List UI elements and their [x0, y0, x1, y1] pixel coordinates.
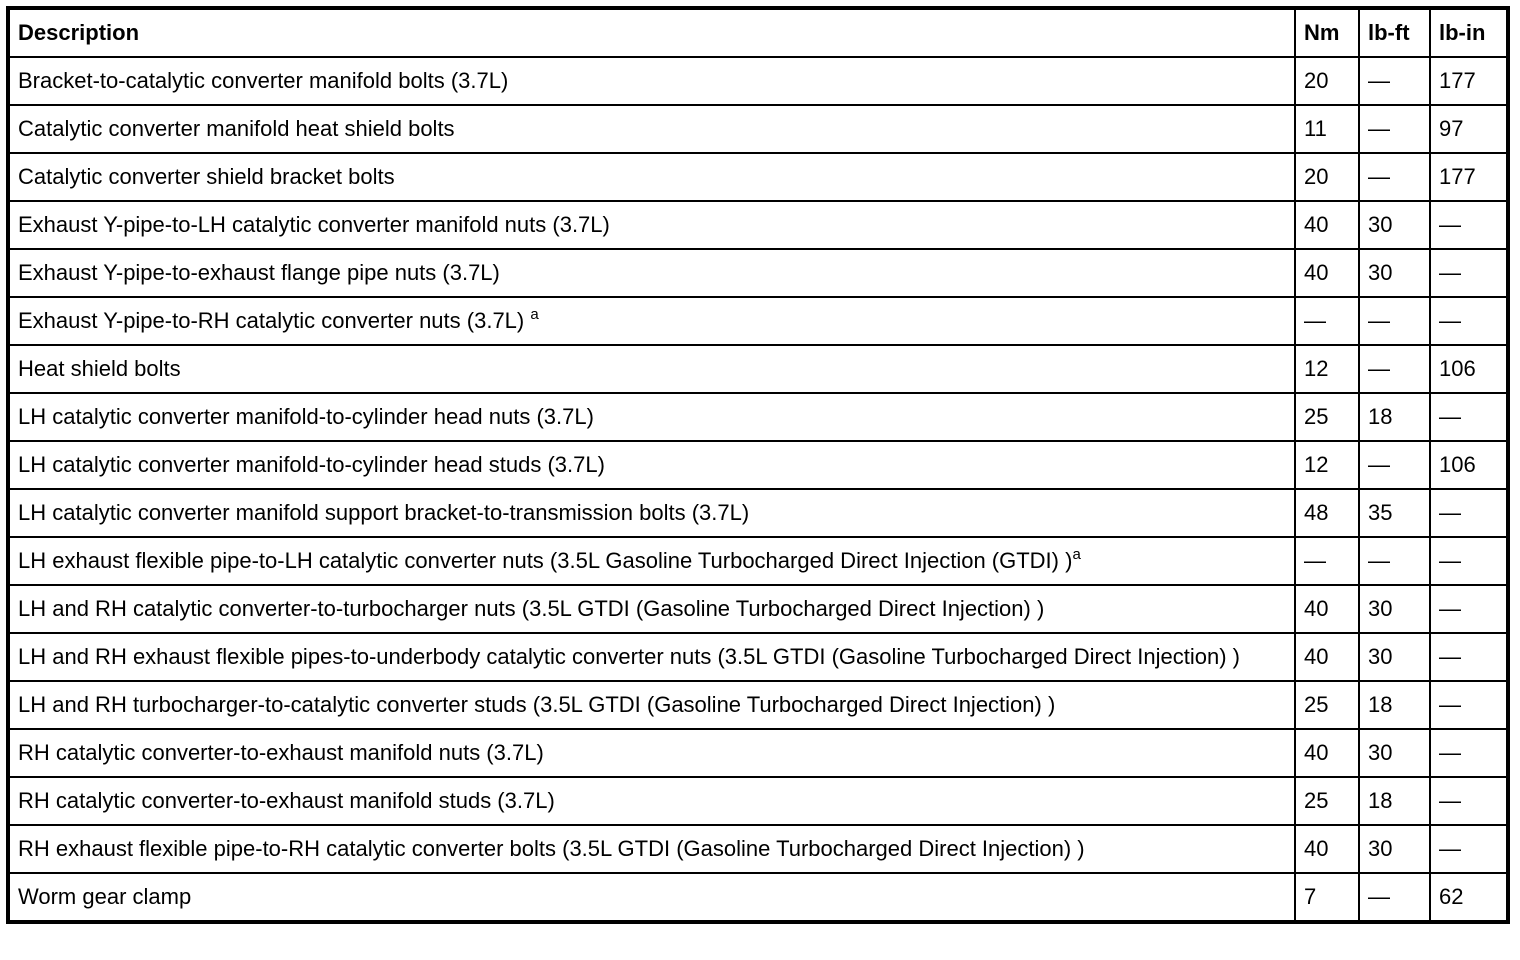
cell-lb-ft: 18	[1359, 681, 1430, 729]
cell-lb-in: 177	[1430, 153, 1508, 201]
description-text: LH and RH exhaust flexible pipes-to-underbody catalytic converter nuts (3.5L GTDI (Gasoline Turbocharged Direct Injection) )	[18, 644, 1240, 669]
torque-spec-table	[6, 6, 1510, 924]
cell-description	[8, 681, 1295, 729]
cell-nm: —	[1295, 537, 1359, 585]
cell-lb-ft: —	[1359, 153, 1430, 201]
cell-lb-in: —	[1430, 201, 1508, 249]
cell-description	[8, 441, 1295, 489]
cell-lb-ft: —	[1359, 873, 1430, 922]
description-text: Exhaust Y-pipe-to-exhaust flange pipe nuts (3.7L)	[18, 260, 500, 285]
cell-lb-in: —	[1430, 825, 1508, 873]
table-row	[8, 297, 1508, 345]
table-row	[8, 633, 1508, 681]
cell-lb-in: —	[1430, 681, 1508, 729]
table-row	[8, 57, 1508, 105]
cell-nm: 25	[1295, 777, 1359, 825]
description-text: LH catalytic converter manifold support bracket-to-transmission bolts (3.7L)	[18, 500, 750, 525]
cell-nm: 25	[1295, 393, 1359, 441]
cell-lb-in: —	[1430, 729, 1508, 777]
description-text: Worm gear clamp	[18, 884, 192, 909]
cell-lb-in: 97	[1430, 105, 1508, 153]
description-text: Exhaust Y-pipe-to-LH catalytic converter manifold nuts (3.7L)	[18, 212, 610, 237]
cell-nm: 20	[1295, 153, 1359, 201]
cell-lb-in: —	[1430, 633, 1508, 681]
cell-lb-ft: —	[1359, 345, 1430, 393]
header-description: Description	[8, 8, 1295, 57]
cell-lb-ft: —	[1359, 57, 1430, 105]
cell-nm: 40	[1295, 729, 1359, 777]
cell-nm: 7	[1295, 873, 1359, 922]
cell-lb-ft: 35	[1359, 489, 1430, 537]
cell-nm: 48	[1295, 489, 1359, 537]
table-row	[8, 777, 1508, 825]
cell-lb-in: —	[1430, 297, 1508, 345]
header-lb-in: lb-in	[1430, 8, 1508, 57]
cell-description	[8, 201, 1295, 249]
cell-lb-in: —	[1430, 777, 1508, 825]
table-row	[8, 345, 1508, 393]
cell-nm: 20	[1295, 57, 1359, 105]
table-row	[8, 489, 1508, 537]
table-row	[8, 249, 1508, 297]
cell-lb-in: —	[1430, 393, 1508, 441]
cell-lb-ft: —	[1359, 105, 1430, 153]
cell-nm: 40	[1295, 585, 1359, 633]
description-text: Catalytic converter shield bracket bolts	[18, 164, 395, 189]
table-row	[8, 393, 1508, 441]
description-text: LH and RH catalytic converter-to-turbocharger nuts (3.5L GTDI (Gasoline Turbocharged Direct Injection) )	[18, 596, 1045, 621]
table-row	[8, 537, 1508, 585]
cell-description	[8, 633, 1295, 681]
cell-nm: 40	[1295, 825, 1359, 873]
cell-lb-ft: 18	[1359, 393, 1430, 441]
table-row	[8, 585, 1508, 633]
description-text: LH catalytic converter manifold-to-cylinder head studs (3.7L)	[18, 452, 605, 477]
cell-description	[8, 873, 1295, 922]
cell-lb-in: 177	[1430, 57, 1508, 105]
cell-description	[8, 585, 1295, 633]
cell-nm: 12	[1295, 441, 1359, 489]
cell-description	[8, 777, 1295, 825]
cell-lb-in: 106	[1430, 345, 1508, 393]
cell-lb-ft: 30	[1359, 201, 1430, 249]
cell-lb-ft: 30	[1359, 633, 1430, 681]
cell-lb-in: —	[1430, 489, 1508, 537]
cell-lb-ft: 18	[1359, 777, 1430, 825]
cell-lb-in: —	[1430, 585, 1508, 633]
footnote-marker: a	[1072, 546, 1081, 563]
description-text: Catalytic converter manifold heat shield bolts	[18, 116, 455, 141]
cell-nm: 40	[1295, 201, 1359, 249]
description-text: Exhaust Y-pipe-to-RH catalytic converter nuts (3.7L)	[18, 308, 531, 333]
table-row	[8, 441, 1508, 489]
cell-description	[8, 345, 1295, 393]
description-text: Bracket-to-catalytic converter manifold bolts (3.7L)	[18, 68, 509, 93]
cell-description	[8, 489, 1295, 537]
header-nm: Nm	[1295, 8, 1359, 57]
cell-description	[8, 537, 1295, 585]
cell-lb-ft: —	[1359, 297, 1430, 345]
cell-lb-ft: 30	[1359, 249, 1430, 297]
cell-lb-in: 106	[1430, 441, 1508, 489]
cell-description	[8, 105, 1295, 153]
table-row	[8, 201, 1508, 249]
cell-lb-ft: —	[1359, 537, 1430, 585]
cell-description	[8, 825, 1295, 873]
cell-lb-ft: 30	[1359, 585, 1430, 633]
description-text: RH exhaust flexible pipe-to-RH catalytic converter bolts (3.5L GTDI (Gasoline Turbocharged Direct Injection) )	[18, 836, 1085, 861]
table-row	[8, 825, 1508, 873]
cell-nm: 40	[1295, 633, 1359, 681]
cell-description	[8, 249, 1295, 297]
cell-lb-ft: —	[1359, 441, 1430, 489]
header-lb-ft: lb-ft	[1359, 8, 1430, 57]
cell-description	[8, 729, 1295, 777]
cell-lb-in: —	[1430, 249, 1508, 297]
cell-description	[8, 393, 1295, 441]
description-text: RH catalytic converter-to-exhaust manifold studs (3.7L)	[18, 788, 555, 813]
table-row	[8, 729, 1508, 777]
cell-nm: 12	[1295, 345, 1359, 393]
table-row	[8, 153, 1508, 201]
table-row	[8, 681, 1508, 729]
cell-lb-ft: 30	[1359, 729, 1430, 777]
torque-spec-table-container	[6, 6, 1506, 924]
description-text: RH catalytic converter-to-exhaust manifold nuts (3.7L)	[18, 740, 544, 765]
cell-description	[8, 297, 1295, 345]
cell-nm: 25	[1295, 681, 1359, 729]
cell-nm: 40	[1295, 249, 1359, 297]
description-text: LH and RH turbocharger-to-catalytic converter studs (3.5L GTDI (Gasoline Turbocharged Direct Injection) )	[18, 692, 1056, 717]
table-header-row	[8, 8, 1508, 57]
cell-lb-ft: 30	[1359, 825, 1430, 873]
description-text: LH exhaust flexible pipe-to-LH catalytic converter nuts (3.5L Gasoline Turbocharged Direct Injection (GTDI) )	[18, 548, 1073, 573]
cell-lb-in: —	[1430, 537, 1508, 585]
description-text: LH catalytic converter manifold-to-cylinder head nuts (3.7L)	[18, 404, 594, 429]
cell-lb-in: 62	[1430, 873, 1508, 922]
table-row	[8, 105, 1508, 153]
cell-nm: —	[1295, 297, 1359, 345]
table-row	[8, 873, 1508, 922]
cell-description	[8, 57, 1295, 105]
footnote-marker: a	[530, 306, 539, 323]
description-text: Heat shield bolts	[18, 356, 181, 381]
cell-description	[8, 153, 1295, 201]
cell-nm: 11	[1295, 105, 1359, 153]
